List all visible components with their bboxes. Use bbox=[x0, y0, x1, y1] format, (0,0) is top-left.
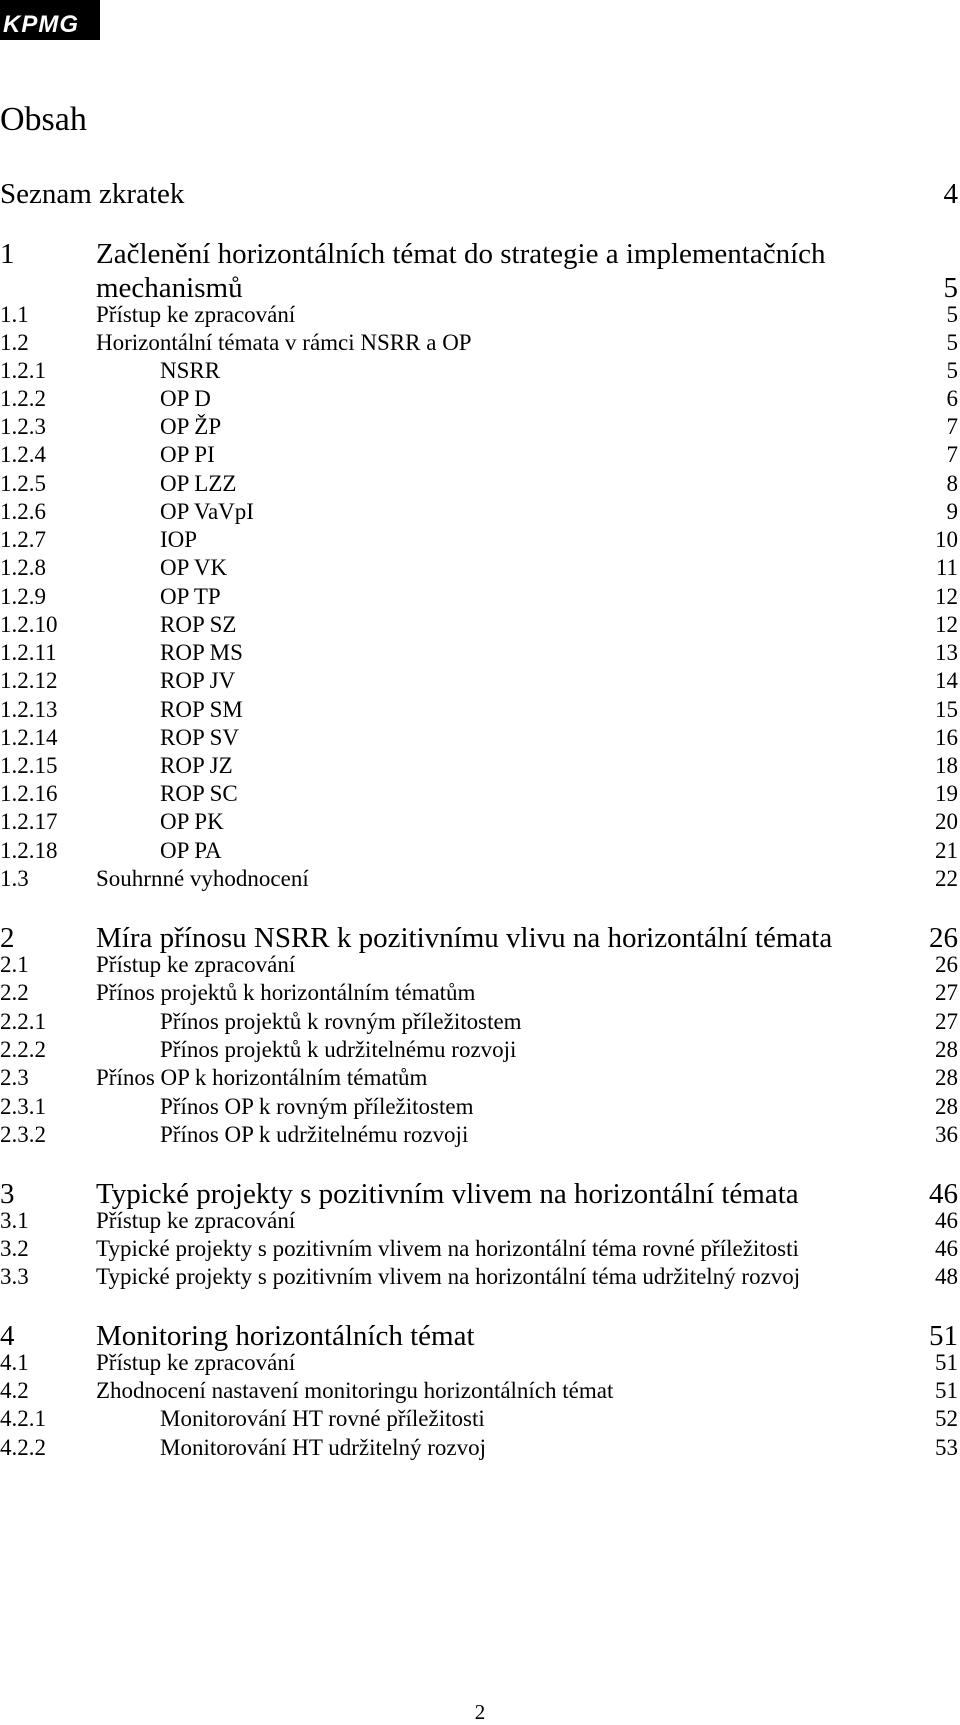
toc-entry-number: 3.2 bbox=[0, 1236, 29, 1261]
toc-entry-page: 22 bbox=[935, 866, 958, 891]
toc-entry-number: 4.2.2 bbox=[0, 1435, 46, 1460]
toc-entry-page: 18 bbox=[935, 753, 958, 778]
toc-entry-page: 16 bbox=[935, 725, 958, 750]
toc-entry-page: 5 bbox=[946, 358, 958, 383]
toc-entry-page: 52 bbox=[935, 1406, 958, 1431]
toc-entry-page: 10 bbox=[935, 527, 958, 552]
toc-entry-number: 1.2.7 bbox=[0, 527, 46, 552]
toc-entry-page: 14 bbox=[935, 668, 958, 693]
toc-entry-title: ROP SV bbox=[160, 725, 240, 750]
toc-entry-title: OP PA bbox=[160, 838, 222, 863]
toc-entry-number: 2 bbox=[0, 922, 15, 954]
toc-entry-number: 2.2.2 bbox=[0, 1037, 46, 1062]
toc-entry-page: 12 bbox=[935, 612, 958, 637]
toc-entry-title: OP VaVpI bbox=[160, 499, 254, 524]
toc-entry-title: Typické projekty s pozitivním vlivem na horizontální téma rovné příležitosti bbox=[96, 1236, 799, 1261]
toc-entry-number: 1.2.17 bbox=[0, 809, 58, 834]
toc-entry-number: 1.3 bbox=[0, 866, 29, 891]
toc-entry-title: Typické projekty s pozitivním vlivem na horizontální témata bbox=[96, 1178, 799, 1210]
toc-entry-title: Monitoring horizontálních témat bbox=[96, 1320, 475, 1352]
toc-entry-page: 27 bbox=[935, 1009, 958, 1034]
toc-entry-title: Přístup ke zpracování bbox=[96, 1350, 296, 1375]
toc-entry-page: 46 bbox=[935, 1208, 958, 1233]
toc-entry-number: 4 bbox=[0, 1320, 15, 1352]
toc-entry-page: 20 bbox=[935, 809, 958, 834]
toc-entry-number: 1.2.8 bbox=[0, 555, 46, 580]
toc-entry-title: Přínos OP k horizontálním tématům bbox=[96, 1065, 428, 1090]
toc-entry-number: 2.1 bbox=[0, 952, 29, 977]
toc-entry-page: 7 bbox=[946, 442, 958, 467]
toc-entry-title: Přínos OP k rovným příležitostem bbox=[160, 1094, 474, 1119]
toc-entry-title: Zhodnocení nastavení monitoringu horizontálních témat bbox=[96, 1378, 614, 1403]
toc-entry-title: Přínos projektů k udržitelnému rozvoji bbox=[160, 1037, 517, 1062]
toc-entry-number: 1.1 bbox=[0, 302, 29, 327]
toc-entry-title: Míra přínosu NSRR k pozitivnímu vlivu na horizontální témata bbox=[96, 922, 833, 954]
toc-entry-page: 48 bbox=[935, 1264, 958, 1289]
toc-entry-number: 1.2.15 bbox=[0, 753, 58, 778]
toc-entry-page: 53 bbox=[935, 1435, 958, 1460]
toc-entry-number: 1.2.13 bbox=[0, 697, 58, 722]
toc-entry-title: OP D bbox=[160, 386, 211, 411]
toc-entry-number: 1.2.18 bbox=[0, 838, 58, 863]
toc-entry-title: mechanismů bbox=[96, 272, 243, 304]
toc-entry-page: 28 bbox=[935, 1065, 958, 1090]
toc-entry-title: OP LZZ bbox=[160, 471, 237, 496]
toc-entry-number: 3 bbox=[0, 1178, 15, 1210]
toc-entry-number: 1.2.5 bbox=[0, 471, 46, 496]
toc-entry-number: 2.3 bbox=[0, 1065, 29, 1090]
toc-entry-number: 4.2 bbox=[0, 1378, 29, 1403]
toc-entry-number: 1.2.10 bbox=[0, 612, 58, 637]
toc-entry-title: ROP JV bbox=[160, 668, 236, 693]
toc-entry-number: 1.2.6 bbox=[0, 499, 46, 524]
toc-entry-title: Souhrnné vyhodnocení bbox=[96, 866, 309, 891]
toc-entry-title: NSRR bbox=[160, 358, 221, 383]
toc-entry-number: 1.2.14 bbox=[0, 725, 58, 750]
toc-entry-title: IOP bbox=[160, 527, 198, 552]
toc-entry-page: 46 bbox=[935, 1236, 958, 1261]
toc-entry-title: OP PI bbox=[160, 442, 215, 467]
toc-entry-number: 1.2.3 bbox=[0, 414, 46, 439]
toc-entry-number: 2.2 bbox=[0, 980, 29, 1005]
toc-entry-title: ROP SC bbox=[160, 781, 238, 806]
toc-entry-page: 11 bbox=[935, 555, 958, 580]
toc-entry-title: ROP JZ bbox=[160, 753, 233, 778]
toc-entry-page: 15 bbox=[935, 697, 958, 722]
toc-entry-number: 3.1 bbox=[0, 1208, 29, 1233]
toc-entry-page: 51 bbox=[935, 1350, 958, 1375]
toc-entry-title: Přínos projektů k rovným příležitostem bbox=[160, 1009, 522, 1034]
toc-entry-number: 1.2 bbox=[0, 330, 29, 355]
toc-entry-page: 9 bbox=[946, 499, 958, 524]
toc-entry-page: 13 bbox=[935, 640, 958, 665]
toc-entry-number: 4.2.1 bbox=[0, 1406, 46, 1431]
toc-entry-title: Přínos OP k udržitelnému rozvoji bbox=[160, 1122, 469, 1147]
toc-entry-page: 5 bbox=[946, 302, 958, 327]
toc-entry-number: 1.2.2 bbox=[0, 386, 46, 411]
toc-entry-title: Monitorování HT rovné příležitosti bbox=[160, 1406, 485, 1431]
toc-entry-title: ROP SZ bbox=[160, 612, 237, 637]
kpmg-logo bbox=[0, 0, 100, 40]
toc-entry-title: Horizontální témata v rámci NSRR a OP bbox=[96, 330, 472, 355]
toc-entry-number: 4.1 bbox=[0, 1350, 29, 1375]
toc-entry-title: Přínos projektů k horizontálním tématům bbox=[96, 980, 476, 1005]
toc-entry-title: OP VK bbox=[160, 555, 228, 580]
toc-entry-page: 21 bbox=[935, 838, 958, 863]
toc-entry-title: OP TP bbox=[160, 584, 221, 609]
toc-entry-title: Typické projekty s pozitivním vlivem na horizontální téma udržitelný rozvoj bbox=[96, 1264, 801, 1289]
toc-entry-page: 6 bbox=[946, 386, 958, 411]
toc-entry-page: 51 bbox=[935, 1378, 958, 1403]
toc-entry-number: 3.3 bbox=[0, 1264, 29, 1289]
toc-entry-page: 12 bbox=[935, 584, 958, 609]
toc-entry-page: 8 bbox=[946, 471, 958, 496]
toc-entry-title: Monitorování HT udržitelný rozvoj bbox=[160, 1435, 486, 1460]
toc-entry-number: 1.2.4 bbox=[0, 442, 46, 467]
toc-entry-title: Seznam zkratek bbox=[0, 178, 185, 210]
toc-entry-number: 2.3.1 bbox=[0, 1094, 46, 1119]
toc-entry-page: 46 bbox=[929, 1178, 958, 1210]
toc-entry-page: 19 bbox=[935, 781, 958, 806]
page-number: 2 bbox=[474, 1700, 486, 1724]
toc-entry-number: 1.2.9 bbox=[0, 584, 46, 609]
toc-entry-title: Přístup ke zpracování bbox=[96, 1208, 296, 1233]
toc-entry-page: 27 bbox=[935, 980, 958, 1005]
toc-entry-number: 1.2.11 bbox=[0, 640, 57, 665]
toc-entry-number: 1.2.1 bbox=[0, 358, 46, 383]
toc-entry-title: OP ŽP bbox=[160, 414, 222, 439]
toc-entry-page: 7 bbox=[946, 414, 958, 439]
logo-text: KPMG bbox=[3, 11, 79, 38]
toc-entry-title: Přístup ke zpracování bbox=[96, 952, 296, 977]
toc-entry-title: ROP SM bbox=[160, 697, 243, 722]
toc-entry-title: ROP MS bbox=[160, 640, 243, 665]
page-title: Obsah bbox=[0, 101, 87, 138]
toc-entry-number: 2.3.2 bbox=[0, 1122, 46, 1147]
toc-entry-page: 5 bbox=[946, 330, 958, 355]
toc-entry-page: 5 bbox=[943, 272, 958, 304]
toc-entry-number: 1 bbox=[0, 238, 15, 270]
toc-entry-page: 36 bbox=[935, 1122, 958, 1147]
toc-entry-title: OP PK bbox=[160, 809, 224, 834]
toc-entry-title: Začlenění horizontálních témat do strategie a implementačních bbox=[96, 238, 826, 270]
toc-entry-number: 1.2.16 bbox=[0, 781, 58, 806]
toc-entry-number: 2.2.1 bbox=[0, 1009, 46, 1034]
toc-entry-number: 1.2.12 bbox=[0, 668, 58, 693]
toc-entry-page: 26 bbox=[929, 922, 958, 954]
toc-entry-page: 28 bbox=[935, 1094, 958, 1119]
toc-entry-page: 4 bbox=[943, 178, 958, 210]
toc-entry-title: Přístup ke zpracování bbox=[96, 302, 296, 327]
toc-entry-page: 51 bbox=[929, 1320, 958, 1352]
toc-entry-page: 26 bbox=[935, 952, 958, 977]
toc-entry-page: 28 bbox=[935, 1037, 958, 1062]
